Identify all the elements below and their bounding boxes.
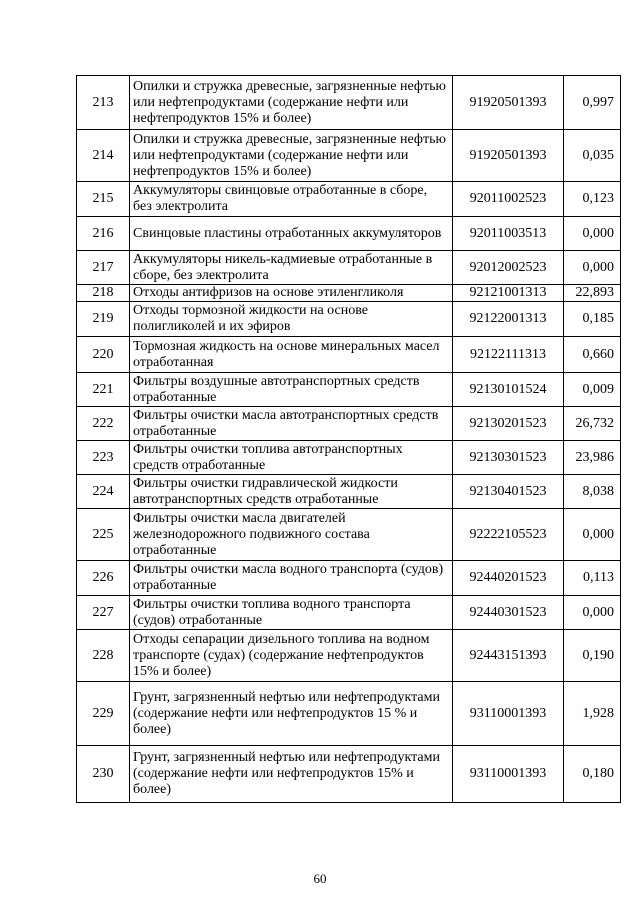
row-number-cell: 219 bbox=[77, 302, 130, 337]
waste-name-cell: Фильтры воздушные автотранспортных средств отработанные bbox=[130, 373, 453, 407]
row-number-cell: 226 bbox=[77, 561, 130, 596]
table-row bbox=[77, 630, 621, 682]
waste-amount-cell: 0,997 bbox=[564, 76, 621, 130]
waste-name-cell: Свинцовые пластины отработанных аккумуляторов bbox=[130, 217, 453, 251]
row-number-cell: 224 bbox=[77, 475, 130, 509]
waste-name-cell: Тормозная жидкость на основе минеральных масел отработанная bbox=[130, 337, 453, 373]
waste-name-cell: Опилки и стружка древесные, загрязненные нефтью или нефтепродуктами (содержание нефти или нефтепродуктов 15% и более) bbox=[130, 76, 453, 130]
row-number-cell: 228 bbox=[77, 630, 130, 682]
table-row bbox=[77, 373, 621, 407]
waste-amount-cell: 0,180 bbox=[564, 746, 621, 803]
waste-amount-cell: 0,000 bbox=[564, 596, 621, 630]
table-row bbox=[77, 76, 621, 130]
page-number: 60 bbox=[313, 871, 327, 886]
waste-name-cell: Аккумуляторы свинцовые отработанные в сборе, без электролита bbox=[130, 182, 453, 217]
waste-amount-cell: 0,000 bbox=[564, 251, 621, 285]
waste-name-cell: Аккумуляторы никель-кадмиевые отработанные в сборе, без электролита bbox=[130, 251, 453, 285]
table-row bbox=[77, 285, 621, 302]
waste-code-cell: 92130401523 bbox=[453, 475, 564, 509]
waste-table bbox=[76, 75, 621, 803]
waste-amount-cell: 8,038 bbox=[564, 475, 621, 509]
waste-name-cell: Фильтры очистки масла автотранспортных средств отработанные bbox=[130, 407, 453, 441]
waste-code-cell: 93110001393 bbox=[453, 746, 564, 803]
table-row bbox=[77, 509, 621, 561]
waste-code-cell: 92012002523 bbox=[453, 251, 564, 285]
waste-name-cell: Отходы сепарации дизельного топлива на водном транспорте (судах) (содержание нефтепродуктов 15% и более) bbox=[130, 630, 453, 682]
table-row bbox=[77, 302, 621, 337]
waste-name-cell: Отходы антифризов на основе этиленгликоля bbox=[130, 285, 453, 302]
waste-amount-cell: 0,009 bbox=[564, 373, 621, 407]
row-number-cell: 213 bbox=[77, 76, 130, 130]
waste-code-cell: 92011003513 bbox=[453, 217, 564, 251]
row-number-cell: 230 bbox=[77, 746, 130, 803]
waste-amount-cell: 0,000 bbox=[564, 509, 621, 561]
table-row bbox=[77, 682, 621, 746]
row-number-cell: 222 bbox=[77, 407, 130, 441]
row-number-cell: 217 bbox=[77, 251, 130, 285]
table-row bbox=[77, 561, 621, 596]
row-number-cell: 214 bbox=[77, 130, 130, 182]
row-number-cell: 215 bbox=[77, 182, 130, 217]
waste-amount-cell: 23,986 bbox=[564, 441, 621, 475]
waste-amount-cell: 0,113 bbox=[564, 561, 621, 596]
waste-amount-cell: 0,123 bbox=[564, 182, 621, 217]
waste-code-cell: 92122111313 bbox=[453, 337, 564, 373]
row-number-cell: 216 bbox=[77, 217, 130, 251]
waste-amount-cell: 0,190 bbox=[564, 630, 621, 682]
waste-code-cell: 92440201523 bbox=[453, 561, 564, 596]
waste-code-cell: 93110001393 bbox=[453, 682, 564, 746]
waste-code-cell: 91920501393 bbox=[453, 130, 564, 182]
table-row bbox=[77, 441, 621, 475]
table-row bbox=[77, 596, 621, 630]
waste-code-cell: 92130201523 bbox=[453, 407, 564, 441]
waste-name-cell: Грунт, загрязненный нефтью или нефтепродуктами (содержание нефти или нефтепродуктов 15% и более) bbox=[130, 746, 453, 803]
waste-amount-cell: 22,893 bbox=[564, 285, 621, 302]
table-row bbox=[77, 746, 621, 803]
table-row bbox=[77, 251, 621, 285]
waste-code-cell: 92130101524 bbox=[453, 373, 564, 407]
waste-name-cell: Фильтры очистки гидравлической жидкости автотранспортных средств отработанные bbox=[130, 475, 453, 509]
waste-name-cell: Фильтры очистки масла двигателей железнодорожного подвижного состава отработанные bbox=[130, 509, 453, 561]
waste-amount-cell: 1,928 bbox=[564, 682, 621, 746]
waste-name-cell: Фильтры очистки топлива водного транспорта (судов) отработанные bbox=[130, 596, 453, 630]
waste-name-cell: Фильтры очистки масла водного транспорта (судов) отработанные bbox=[130, 561, 453, 596]
waste-amount-cell: 0,035 bbox=[564, 130, 621, 182]
row-number-cell: 229 bbox=[77, 682, 130, 746]
waste-code-cell: 91920501393 bbox=[453, 76, 564, 130]
row-number-cell: 220 bbox=[77, 337, 130, 373]
row-number-cell: 223 bbox=[77, 441, 130, 475]
waste-name-cell: Опилки и стружка древесные, загрязненные нефтью или нефтепродуктами (содержание нефти или нефтепродуктов 15% и более) bbox=[130, 130, 453, 182]
waste-amount-cell: 0,660 bbox=[564, 337, 621, 373]
waste-code-cell: 92222105523 bbox=[453, 509, 564, 561]
table-row bbox=[77, 182, 621, 217]
waste-amount-cell: 0,000 bbox=[564, 217, 621, 251]
waste-name-cell: Отходы тормозной жидкости на основе полигликолей и их эфиров bbox=[130, 302, 453, 337]
waste-name-cell: Грунт, загрязненный нефтью или нефтепродуктами (содержание нефти или нефтепродуктов 15 % и более) bbox=[130, 682, 453, 746]
waste-code-cell: 92440301523 bbox=[453, 596, 564, 630]
row-number-cell: 225 bbox=[77, 509, 130, 561]
waste-code-cell: 92122001313 bbox=[453, 302, 564, 337]
waste-name-cell: Фильтры очистки топлива автотранспортных средств отработанные bbox=[130, 441, 453, 475]
row-number-cell: 221 bbox=[77, 373, 130, 407]
table-body bbox=[77, 76, 621, 803]
table-row bbox=[77, 337, 621, 373]
waste-code-cell: 92011002523 bbox=[453, 182, 564, 217]
row-number-cell: 227 bbox=[77, 596, 130, 630]
waste-code-cell: 92121001313 bbox=[453, 285, 564, 302]
table-row bbox=[77, 217, 621, 251]
waste-code-cell: 92443151393 bbox=[453, 630, 564, 682]
waste-amount-cell: 0,185 bbox=[564, 302, 621, 337]
row-number-cell: 218 bbox=[77, 285, 130, 302]
table-row bbox=[77, 130, 621, 182]
table-row bbox=[77, 407, 621, 441]
table-row bbox=[77, 475, 621, 509]
waste-amount-cell: 26,732 bbox=[564, 407, 621, 441]
waste-code-cell: 92130301523 bbox=[453, 441, 564, 475]
